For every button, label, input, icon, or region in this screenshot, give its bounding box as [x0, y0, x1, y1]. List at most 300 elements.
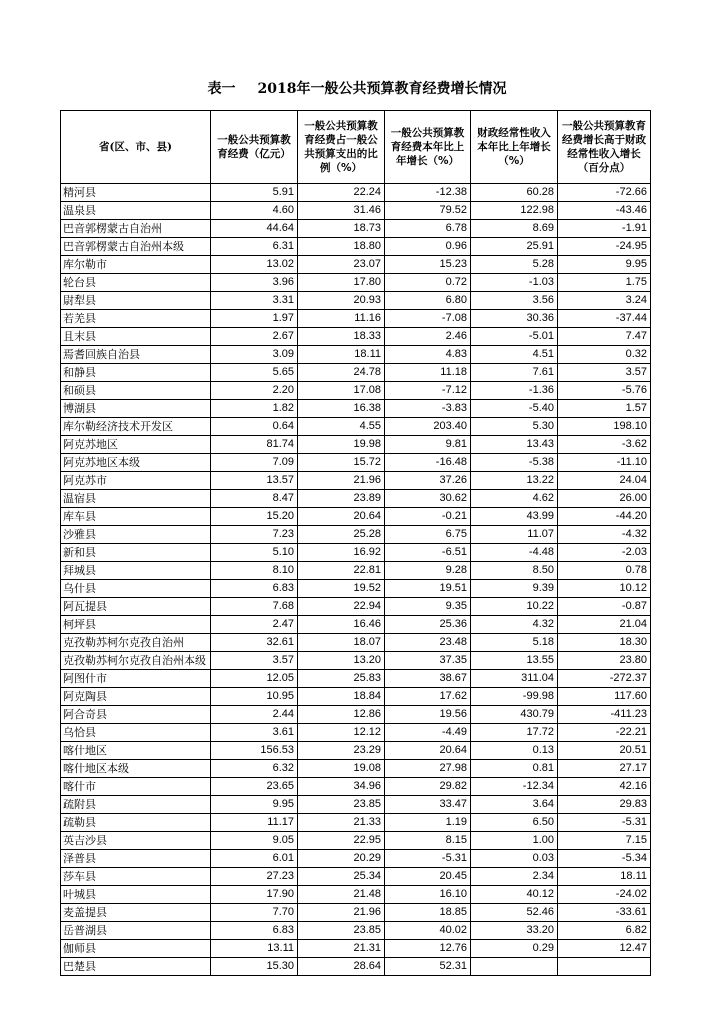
table-row: [61, 670, 651, 688]
education-funding-cell: 8.10: [211, 562, 298, 580]
revenue-growth-cell: 5.28: [471, 256, 558, 274]
funding-growth-cell: 15.23: [385, 256, 471, 274]
revenue-growth-cell: -1.36: [471, 382, 558, 400]
region-name-cell: 库车县: [61, 508, 211, 526]
table-row: [61, 184, 651, 202]
revenue-growth-cell: 11.07: [471, 526, 558, 544]
funding-growth-cell: 8.15: [385, 832, 471, 850]
revenue-growth-cell: -5.38: [471, 454, 558, 472]
growth-difference-cell: -2.03: [558, 544, 651, 562]
region-name-cell: 巴音郭楞蒙古自治州: [61, 220, 211, 238]
funding-growth-cell: 203.40: [385, 418, 471, 436]
revenue-growth-cell: 13.43: [471, 436, 558, 454]
education-funding-cell: 44.64: [211, 220, 298, 238]
funding-share-cell: 31.46: [298, 202, 385, 220]
region-name-cell: 阿图什市: [61, 670, 211, 688]
growth-difference-cell: -272.37: [558, 670, 651, 688]
education-funding-cell: 2.44: [211, 706, 298, 724]
revenue-growth-cell: -12.34: [471, 778, 558, 796]
funding-share-cell: 22.94: [298, 598, 385, 616]
funding-share-cell: 21.31: [298, 940, 385, 958]
growth-difference-cell: -4.32: [558, 526, 651, 544]
funding-share-cell: 25.34: [298, 868, 385, 886]
funding-growth-cell: 19.51: [385, 580, 471, 598]
table-row: [61, 310, 651, 328]
education-funding-cell: 5.91: [211, 184, 298, 202]
growth-difference-cell: 23.80: [558, 652, 651, 670]
funding-growth-cell: -4.49: [385, 724, 471, 742]
education-funding-cell: 13.11: [211, 940, 298, 958]
table-row: [61, 958, 651, 976]
growth-difference-cell: 3.57: [558, 364, 651, 382]
table-row: [61, 346, 651, 364]
table-row: [61, 472, 651, 490]
education-funding-cell: 32.61: [211, 634, 298, 652]
revenue-growth-cell: -5.01: [471, 328, 558, 346]
funding-growth-cell: 6.75: [385, 526, 471, 544]
revenue-growth-cell: 4.32: [471, 616, 558, 634]
funding-share-cell: 21.48: [298, 886, 385, 904]
growth-difference-cell: 42.16: [558, 778, 651, 796]
education-funding-cell: 3.57: [211, 652, 298, 670]
revenue-growth-cell: 30.36: [471, 310, 558, 328]
table-row: [61, 490, 651, 508]
table-row: [61, 562, 651, 580]
region-name-cell: 阿克苏地区本级: [61, 454, 211, 472]
region-name-cell: 麦盖提县: [61, 904, 211, 922]
revenue-growth-cell: 33.20: [471, 922, 558, 940]
education-funding-cell: 0.64: [211, 418, 298, 436]
funding-share-cell: 20.64: [298, 508, 385, 526]
region-name-cell: 乌什县: [61, 580, 211, 598]
funding-growth-cell: -16.48: [385, 454, 471, 472]
table-row: [61, 202, 651, 220]
funding-share-cell: 12.12: [298, 724, 385, 742]
region-name-cell: 且末县: [61, 328, 211, 346]
region-name-cell: 泽普县: [61, 850, 211, 868]
table-row: [61, 832, 651, 850]
funding-growth-cell: 38.67: [385, 670, 471, 688]
region-name-cell: 阿瓦提县: [61, 598, 211, 616]
growth-difference-cell: -5.76: [558, 382, 651, 400]
growth-difference-cell: 26.00: [558, 490, 651, 508]
education-funding-cell: 27.23: [211, 868, 298, 886]
table-row: [61, 616, 651, 634]
funding-growth-cell: 9.35: [385, 598, 471, 616]
growth-difference-cell: 21.04: [558, 616, 651, 634]
region-name-cell: 若羌县: [61, 310, 211, 328]
growth-difference-cell: -5.34: [558, 850, 651, 868]
education-funding-cell: 6.32: [211, 760, 298, 778]
region-name-cell: 巴楚县: [61, 958, 211, 976]
region-name-cell: 莎车县: [61, 868, 211, 886]
growth-difference-cell: 3.24: [558, 292, 651, 310]
region-name-cell: 喀什地区: [61, 742, 211, 760]
funding-growth-cell: 33.47: [385, 796, 471, 814]
funding-growth-cell: 37.35: [385, 652, 471, 670]
funding-share-cell: 18.84: [298, 688, 385, 706]
funding-growth-cell: 6.78: [385, 220, 471, 238]
education-funding-cell: 7.68: [211, 598, 298, 616]
header-growth-difference: 一般公共预算教育经费增长高于财政经常性收入增长（百分点）: [558, 111, 651, 184]
funding-growth-cell: -3.83: [385, 400, 471, 418]
growth-difference-cell: -43.46: [558, 202, 651, 220]
funding-growth-cell: 79.52: [385, 202, 471, 220]
region-name-cell: 阿合奇县: [61, 706, 211, 724]
table-row: [61, 742, 651, 760]
funding-share-cell: 18.80: [298, 238, 385, 256]
revenue-growth-cell: 40.12: [471, 886, 558, 904]
region-name-cell: 阿克陶县: [61, 688, 211, 706]
region-name-cell: 温泉县: [61, 202, 211, 220]
revenue-growth-cell: [471, 958, 558, 976]
funding-share-cell: 25.28: [298, 526, 385, 544]
funding-growth-cell: 1.19: [385, 814, 471, 832]
funding-growth-cell: -6.51: [385, 544, 471, 562]
region-name-cell: 英吉沙县: [61, 832, 211, 850]
funding-growth-cell: 30.62: [385, 490, 471, 508]
funding-share-cell: 24.78: [298, 364, 385, 382]
region-name-cell: 岳普湖县: [61, 922, 211, 940]
education-funding-cell: 23.65: [211, 778, 298, 796]
growth-difference-cell: -44.20: [558, 508, 651, 526]
funding-growth-cell: 23.48: [385, 634, 471, 652]
education-funding-cell: 3.96: [211, 274, 298, 292]
revenue-growth-cell: 430.79: [471, 706, 558, 724]
header-funding-share: 一般公共预算教育经费占一般公共预算支出的比例（%）: [298, 111, 385, 184]
region-name-cell: 乌恰县: [61, 724, 211, 742]
header-region: 省(区、市、县): [61, 111, 211, 184]
table-row: [61, 364, 651, 382]
education-funding-cell: 3.09: [211, 346, 298, 364]
region-name-cell: 博湖县: [61, 400, 211, 418]
education-funding-cell: 4.60: [211, 202, 298, 220]
funding-share-cell: 4.55: [298, 418, 385, 436]
funding-share-cell: 23.85: [298, 922, 385, 940]
growth-difference-cell: -411.23: [558, 706, 651, 724]
growth-difference-cell: -24.02: [558, 886, 651, 904]
table-row: [61, 598, 651, 616]
funding-share-cell: 15.72: [298, 454, 385, 472]
revenue-growth-cell: 3.56: [471, 292, 558, 310]
table-row: [61, 382, 651, 400]
region-name-cell: 阿克苏地区: [61, 436, 211, 454]
header-funding-growth: 一般公共预算教育经费本年比上年增长（%）: [385, 111, 471, 184]
funding-growth-cell: 25.36: [385, 616, 471, 634]
growth-difference-cell: 6.82: [558, 922, 651, 940]
growth-difference-cell: -72.66: [558, 184, 651, 202]
education-funding-cell: 9.05: [211, 832, 298, 850]
funding-share-cell: 28.64: [298, 958, 385, 976]
table-row: [61, 778, 651, 796]
funding-share-cell: 12.86: [298, 706, 385, 724]
region-name-cell: 库尔勒市: [61, 256, 211, 274]
table-row: [61, 418, 651, 436]
table-row: [61, 688, 651, 706]
revenue-growth-cell: 1.00: [471, 832, 558, 850]
education-funding-cell: 3.61: [211, 724, 298, 742]
funding-growth-cell: 11.18: [385, 364, 471, 382]
funding-growth-cell: 18.85: [385, 904, 471, 922]
region-name-cell: 轮台县: [61, 274, 211, 292]
region-name-cell: 喀什地区本级: [61, 760, 211, 778]
growth-difference-cell: -24.95: [558, 238, 651, 256]
revenue-growth-cell: 4.51: [471, 346, 558, 364]
funding-growth-cell: 17.62: [385, 688, 471, 706]
growth-difference-cell: -33.61: [558, 904, 651, 922]
growth-difference-cell: 9.95: [558, 256, 651, 274]
funding-share-cell: 21.96: [298, 904, 385, 922]
growth-difference-cell: 7.47: [558, 328, 651, 346]
education-funding-table: [60, 110, 651, 976]
funding-growth-cell: 52.31: [385, 958, 471, 976]
education-funding-cell: 17.90: [211, 886, 298, 904]
growth-difference-cell: 12.47: [558, 940, 651, 958]
funding-share-cell: 18.33: [298, 328, 385, 346]
growth-difference-cell: -11.10: [558, 454, 651, 472]
revenue-growth-cell: 60.28: [471, 184, 558, 202]
revenue-growth-cell: 0.13: [471, 742, 558, 760]
education-funding-cell: 15.20: [211, 508, 298, 526]
growth-difference-cell: 10.12: [558, 580, 651, 598]
funding-share-cell: 23.85: [298, 796, 385, 814]
funding-share-cell: 20.29: [298, 850, 385, 868]
education-funding-cell: 6.01: [211, 850, 298, 868]
education-funding-cell: 3.31: [211, 292, 298, 310]
education-funding-cell: 7.70: [211, 904, 298, 922]
education-funding-cell: 2.47: [211, 616, 298, 634]
table-row: [61, 940, 651, 958]
growth-difference-cell: 20.51: [558, 742, 651, 760]
table-row: [61, 760, 651, 778]
revenue-growth-cell: 122.98: [471, 202, 558, 220]
table-row: [61, 922, 651, 940]
revenue-growth-cell: 52.46: [471, 904, 558, 922]
growth-difference-cell: 18.30: [558, 634, 651, 652]
education-funding-cell: 12.05: [211, 670, 298, 688]
table-row: [61, 634, 651, 652]
funding-growth-cell: 6.80: [385, 292, 471, 310]
region-name-cell: 克孜勒苏柯尔克孜自治州: [61, 634, 211, 652]
funding-share-cell: 21.96: [298, 472, 385, 490]
region-name-cell: 和硕县: [61, 382, 211, 400]
funding-share-cell: 16.46: [298, 616, 385, 634]
growth-difference-cell: -22.21: [558, 724, 651, 742]
growth-difference-cell: 27.17: [558, 760, 651, 778]
revenue-growth-cell: 13.55: [471, 652, 558, 670]
education-funding-cell: 7.23: [211, 526, 298, 544]
funding-share-cell: 18.11: [298, 346, 385, 364]
growth-difference-cell: 198.10: [558, 418, 651, 436]
revenue-growth-cell: 311.04: [471, 670, 558, 688]
region-name-cell: 伽师县: [61, 940, 211, 958]
table-row: [61, 814, 651, 832]
funding-share-cell: 23.29: [298, 742, 385, 760]
table-row: [61, 328, 651, 346]
revenue-growth-cell: -5.40: [471, 400, 558, 418]
funding-growth-cell: 9.81: [385, 436, 471, 454]
growth-difference-cell: 24.04: [558, 472, 651, 490]
funding-share-cell: 19.98: [298, 436, 385, 454]
table-title-text: 2018年一般公共预算教育经费增长情况: [257, 81, 507, 97]
education-funding-cell: 13.57: [211, 472, 298, 490]
table-body: [61, 184, 651, 976]
education-funding-cell: 5.65: [211, 364, 298, 382]
education-funding-cell: 13.02: [211, 256, 298, 274]
revenue-growth-cell: 17.72: [471, 724, 558, 742]
table-row: [61, 706, 651, 724]
header-row: [61, 111, 651, 184]
table-row: [61, 850, 651, 868]
funding-growth-cell: 20.64: [385, 742, 471, 760]
funding-growth-cell: 37.26: [385, 472, 471, 490]
funding-share-cell: 20.93: [298, 292, 385, 310]
table-row: [61, 508, 651, 526]
revenue-growth-cell: -1.03: [471, 274, 558, 292]
table-row: [61, 796, 651, 814]
revenue-growth-cell: -4.48: [471, 544, 558, 562]
funding-growth-cell: -7.08: [385, 310, 471, 328]
table-row: [61, 652, 651, 670]
revenue-growth-cell: 10.22: [471, 598, 558, 616]
region-name-cell: 温宿县: [61, 490, 211, 508]
education-funding-cell: 9.95: [211, 796, 298, 814]
funding-share-cell: 17.80: [298, 274, 385, 292]
funding-growth-cell: 9.28: [385, 562, 471, 580]
growth-difference-cell: 1.57: [558, 400, 651, 418]
education-funding-cell: 6.31: [211, 238, 298, 256]
growth-difference-cell: -0.87: [558, 598, 651, 616]
funding-share-cell: 13.20: [298, 652, 385, 670]
funding-share-cell: 22.95: [298, 832, 385, 850]
region-name-cell: 库尔勒经济技术开发区: [61, 418, 211, 436]
table-row: [61, 904, 651, 922]
funding-share-cell: 34.96: [298, 778, 385, 796]
header-revenue-growth: 财政经常性收入本年比上年增长（%）: [471, 111, 558, 184]
revenue-growth-cell: 3.64: [471, 796, 558, 814]
revenue-growth-cell: 0.29: [471, 940, 558, 958]
funding-growth-cell: 19.56: [385, 706, 471, 724]
funding-growth-cell: -0.21: [385, 508, 471, 526]
growth-difference-cell: 18.11: [558, 868, 651, 886]
funding-share-cell: 16.38: [298, 400, 385, 418]
funding-share-cell: 17.08: [298, 382, 385, 400]
table-row: [61, 526, 651, 544]
education-funding-cell: 1.97: [211, 310, 298, 328]
growth-difference-cell: [558, 958, 651, 976]
revenue-growth-cell: 9.39: [471, 580, 558, 598]
growth-difference-cell: -3.62: [558, 436, 651, 454]
revenue-growth-cell: 43.99: [471, 508, 558, 526]
revenue-growth-cell: 7.61: [471, 364, 558, 382]
funding-growth-cell: 4.83: [385, 346, 471, 364]
education-funding-cell: 156.53: [211, 742, 298, 760]
funding-growth-cell: -12.38: [385, 184, 471, 202]
table-row: [61, 868, 651, 886]
growth-difference-cell: 7.15: [558, 832, 651, 850]
table-row: [61, 220, 651, 238]
funding-share-cell: 22.81: [298, 562, 385, 580]
growth-difference-cell: 1.75: [558, 274, 651, 292]
table-row: [61, 454, 651, 472]
table-row: [61, 238, 651, 256]
revenue-growth-cell: 13.22: [471, 472, 558, 490]
revenue-growth-cell: 8.50: [471, 562, 558, 580]
funding-share-cell: 23.89: [298, 490, 385, 508]
table-row: [61, 400, 651, 418]
region-name-cell: 叶城县: [61, 886, 211, 904]
funding-growth-cell: -7.12: [385, 382, 471, 400]
revenue-growth-cell: 0.03: [471, 850, 558, 868]
region-name-cell: 沙雅县: [61, 526, 211, 544]
funding-growth-cell: -5.31: [385, 850, 471, 868]
funding-growth-cell: 29.82: [385, 778, 471, 796]
growth-difference-cell: -37.44: [558, 310, 651, 328]
table-number: 表一: [207, 81, 236, 97]
funding-share-cell: 19.08: [298, 760, 385, 778]
education-funding-cell: 6.83: [211, 922, 298, 940]
table-row: [61, 886, 651, 904]
table-row: [61, 292, 651, 310]
growth-difference-cell: -1.91: [558, 220, 651, 238]
revenue-growth-cell: 5.18: [471, 634, 558, 652]
table-row: [61, 580, 651, 598]
revenue-growth-cell: 8.69: [471, 220, 558, 238]
funding-share-cell: 16.92: [298, 544, 385, 562]
region-name-cell: 疏附县: [61, 796, 211, 814]
region-name-cell: 精河县: [61, 184, 211, 202]
funding-growth-cell: 2.46: [385, 328, 471, 346]
funding-share-cell: 22.24: [298, 184, 385, 202]
growth-difference-cell: 29.83: [558, 796, 651, 814]
region-name-cell: 新和县: [61, 544, 211, 562]
funding-growth-cell: 12.76: [385, 940, 471, 958]
table-row: [61, 274, 651, 292]
funding-share-cell: 23.07: [298, 256, 385, 274]
funding-growth-cell: 0.72: [385, 274, 471, 292]
table-row: [61, 256, 651, 274]
education-funding-cell: 10.95: [211, 688, 298, 706]
funding-share-cell: 21.33: [298, 814, 385, 832]
revenue-growth-cell: 6.50: [471, 814, 558, 832]
revenue-growth-cell: 0.81: [471, 760, 558, 778]
growth-difference-cell: -5.31: [558, 814, 651, 832]
revenue-growth-cell: -99.98: [471, 688, 558, 706]
funding-share-cell: 18.07: [298, 634, 385, 652]
funding-growth-cell: 27.98: [385, 760, 471, 778]
table-title: [0, 78, 714, 98]
education-funding-cell: 11.17: [211, 814, 298, 832]
funding-share-cell: 11.16: [298, 310, 385, 328]
growth-difference-cell: 0.78: [558, 562, 651, 580]
education-funding-cell: 7.09: [211, 454, 298, 472]
education-funding-cell: 1.82: [211, 400, 298, 418]
funding-growth-cell: 40.02: [385, 922, 471, 940]
funding-growth-cell: 0.96: [385, 238, 471, 256]
funding-share-cell: 18.73: [298, 220, 385, 238]
education-funding-cell: 2.67: [211, 328, 298, 346]
funding-growth-cell: 20.45: [385, 868, 471, 886]
education-funding-cell: 2.20: [211, 382, 298, 400]
growth-difference-cell: 117.60: [558, 688, 651, 706]
revenue-growth-cell: 2.34: [471, 868, 558, 886]
region-name-cell: 拜城县: [61, 562, 211, 580]
education-funding-cell: 8.47: [211, 490, 298, 508]
region-name-cell: 巴音郭楞蒙古自治州本级: [61, 238, 211, 256]
education-funding-cell: 81.74: [211, 436, 298, 454]
growth-difference-cell: 0.32: [558, 346, 651, 364]
education-funding-cell: 15.30: [211, 958, 298, 976]
